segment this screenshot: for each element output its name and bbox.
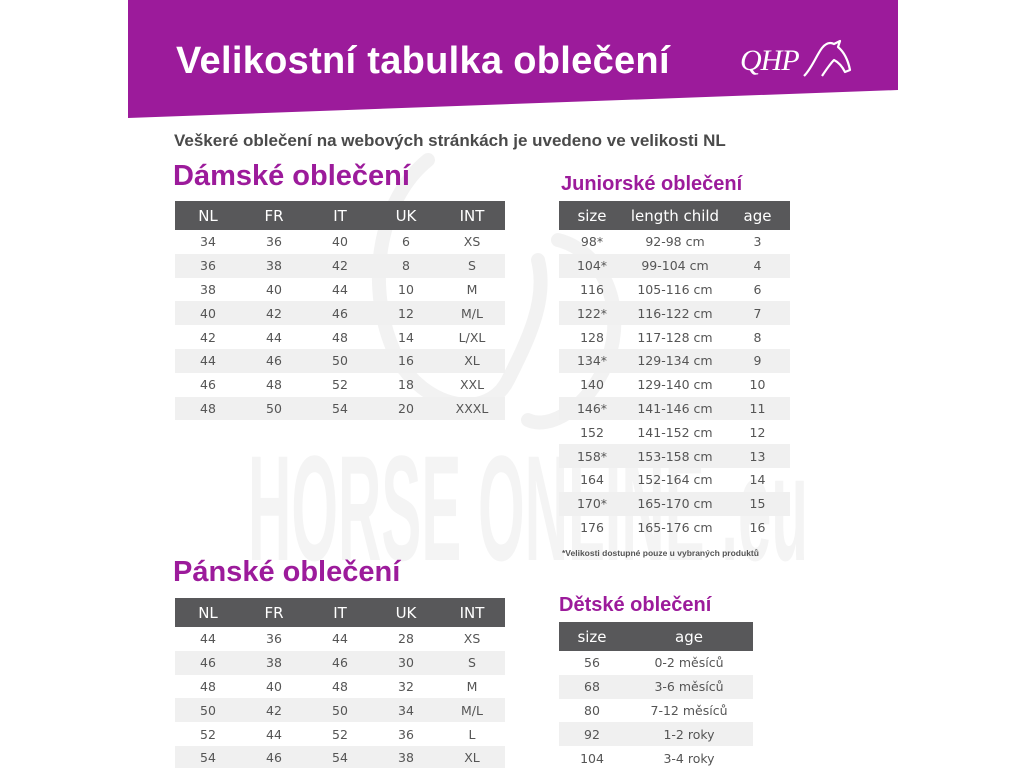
table-cell: 44 bbox=[332, 281, 348, 297]
table-row bbox=[559, 349, 790, 373]
junior-size-table bbox=[559, 201, 790, 539]
table-cell: 68 bbox=[559, 675, 625, 699]
table-cell: 152 bbox=[580, 424, 604, 440]
table-row bbox=[559, 468, 790, 492]
table-cell: 7 bbox=[725, 301, 790, 325]
table-cell: 1-2 roky bbox=[625, 722, 753, 746]
table-cell: 128 bbox=[580, 329, 604, 345]
table-cell: 48 bbox=[266, 377, 282, 393]
junior-section-title: Juniorské oblečení bbox=[561, 173, 743, 195]
table-cell: S bbox=[439, 254, 505, 278]
junior-column-header: size bbox=[559, 201, 625, 230]
table-cell: 36 bbox=[266, 631, 282, 647]
table-row bbox=[559, 325, 790, 349]
junior-column-header: age bbox=[725, 201, 790, 230]
table-cell: 38 bbox=[241, 651, 307, 675]
size-note-subtitle: Veškeré oblečení na webových stránkách je uvedeno ve velikosti NL bbox=[174, 131, 726, 150]
mens-column-header: NL bbox=[175, 598, 241, 627]
table-cell: 54 bbox=[175, 746, 241, 768]
table-cell: 140 bbox=[580, 377, 604, 393]
table-cell: 4 bbox=[725, 254, 790, 278]
page-title: Velikostní tabulka oblečení bbox=[176, 40, 670, 82]
table-cell: 38 bbox=[241, 254, 307, 278]
table-cell: 92-98 cm bbox=[645, 234, 705, 250]
table-cell: 38 bbox=[373, 746, 439, 768]
table-cell: 0-2 měsíců bbox=[654, 655, 724, 671]
table-cell: 44 bbox=[266, 726, 282, 742]
table-cell: 52 bbox=[332, 377, 348, 393]
table-row bbox=[175, 325, 505, 349]
table-row bbox=[175, 373, 505, 397]
table-row bbox=[559, 230, 790, 254]
table-cell: 15 bbox=[725, 492, 790, 516]
table-cell: XXL bbox=[459, 377, 485, 393]
table-cell: 170* bbox=[559, 492, 625, 516]
junior-header-row bbox=[559, 201, 790, 230]
kids-section-title: Dětské oblečení bbox=[559, 594, 712, 616]
table-cell: 10 bbox=[749, 377, 766, 393]
table-cell: 116 bbox=[580, 281, 604, 297]
table-cell: 9 bbox=[725, 349, 790, 373]
table-row bbox=[175, 397, 505, 421]
table-cell: XS bbox=[463, 234, 481, 250]
mens-column-header: FR bbox=[241, 598, 307, 627]
table-cell: 3 bbox=[753, 234, 762, 250]
table-cell: 54 bbox=[307, 397, 373, 421]
table-cell: 46 bbox=[307, 301, 373, 325]
table-cell: 52 bbox=[200, 726, 216, 742]
table-cell: 146* bbox=[559, 397, 625, 421]
table-cell: 50 bbox=[307, 349, 373, 373]
table-cell: 99-104 cm bbox=[625, 254, 725, 278]
table-cell: 36 bbox=[266, 234, 282, 250]
table-row bbox=[559, 444, 790, 468]
table-cell: 34 bbox=[373, 698, 439, 722]
table-row bbox=[559, 420, 790, 444]
table-cell: 44 bbox=[175, 349, 241, 373]
table-cell: 117-128 cm bbox=[637, 329, 713, 345]
table-row bbox=[559, 722, 753, 746]
table-cell: 48 bbox=[175, 397, 241, 421]
table-row bbox=[175, 278, 505, 302]
table-row bbox=[175, 254, 505, 278]
table-cell: 176 bbox=[580, 519, 604, 535]
junior-column-header: length child bbox=[625, 201, 725, 230]
table-row bbox=[559, 746, 753, 768]
table-cell: 105-116 cm bbox=[637, 281, 713, 297]
table-cell: 42 bbox=[307, 254, 373, 278]
table-cell: 92 bbox=[559, 722, 625, 746]
table-cell: L/XL bbox=[458, 329, 486, 345]
table-cell: 46 bbox=[241, 746, 307, 768]
table-cell: 42 bbox=[241, 698, 307, 722]
table-cell: 98* bbox=[580, 234, 604, 250]
womens-section-title: Dámské oblečení bbox=[173, 160, 410, 192]
table-cell: 8 bbox=[373, 254, 439, 278]
table-row bbox=[559, 397, 790, 421]
table-cell: 50 bbox=[307, 698, 373, 722]
table-cell: XS bbox=[463, 631, 481, 647]
table-cell: 11 bbox=[725, 397, 790, 421]
table-row bbox=[175, 301, 505, 325]
table-cell: 40 bbox=[332, 234, 348, 250]
table-cell: 14 bbox=[749, 472, 766, 488]
table-cell: 16 bbox=[749, 519, 766, 535]
table-cell: S bbox=[439, 651, 505, 675]
table-cell: 116-122 cm bbox=[625, 301, 725, 325]
table-row bbox=[559, 516, 790, 540]
header-banner bbox=[128, 0, 898, 118]
table-row bbox=[559, 699, 753, 723]
table-cell: 56 bbox=[584, 655, 600, 671]
mens-column-header: INT bbox=[439, 598, 505, 627]
womens-column-header: UK bbox=[373, 201, 439, 230]
womens-column-header: INT bbox=[439, 201, 505, 230]
watermark-text: HORSE ONLINE .eu bbox=[248, 424, 808, 592]
table-cell: 14 bbox=[398, 329, 414, 345]
womens-column-header: FR bbox=[241, 201, 307, 230]
table-cell: 48 bbox=[332, 329, 348, 345]
table-cell: 6 bbox=[753, 281, 762, 297]
kids-column-header: size bbox=[559, 622, 625, 651]
mens-section-title: Pánské oblečení bbox=[173, 556, 401, 588]
womens-column-header: NL bbox=[175, 201, 241, 230]
table-cell: XL bbox=[439, 349, 505, 373]
table-cell: 165-176 cm bbox=[637, 519, 713, 535]
table-row bbox=[175, 349, 505, 373]
table-row bbox=[559, 651, 753, 675]
qhp-logo bbox=[740, 38, 860, 88]
table-cell: 8 bbox=[753, 329, 762, 345]
table-cell: 153-158 cm bbox=[625, 444, 725, 468]
table-cell: 44 bbox=[332, 631, 348, 647]
table-cell: 129-134 cm bbox=[625, 349, 725, 373]
table-cell: 104* bbox=[559, 254, 625, 278]
table-cell: 129-140 cm bbox=[637, 377, 713, 393]
table-cell: 44 bbox=[200, 631, 216, 647]
mens-column-header: UK bbox=[373, 598, 439, 627]
table-cell: 50 bbox=[241, 397, 307, 421]
table-cell: 38 bbox=[200, 281, 216, 297]
mens-header-row bbox=[175, 598, 505, 627]
table-row bbox=[175, 651, 505, 675]
table-cell: 141-152 cm bbox=[637, 424, 713, 440]
table-cell: M bbox=[466, 678, 478, 694]
table-cell: 44 bbox=[266, 329, 282, 345]
table-cell: 12 bbox=[373, 301, 439, 325]
table-cell: L bbox=[468, 726, 476, 742]
table-cell: 16 bbox=[373, 349, 439, 373]
womens-header-row bbox=[175, 201, 505, 230]
womens-size-table bbox=[175, 201, 505, 420]
table-cell: 20 bbox=[373, 397, 439, 421]
table-cell: 36 bbox=[175, 254, 241, 278]
table-cell: M bbox=[466, 281, 478, 297]
table-row bbox=[559, 278, 790, 302]
table-cell: 122* bbox=[559, 301, 625, 325]
table-row bbox=[175, 230, 505, 254]
table-cell: 46 bbox=[200, 377, 216, 393]
table-row bbox=[175, 722, 505, 746]
table-cell: 36 bbox=[398, 726, 414, 742]
table-cell: 13 bbox=[725, 444, 790, 468]
table-row bbox=[175, 627, 505, 651]
table-cell: 3-6 měsíců bbox=[625, 675, 753, 699]
table-row bbox=[559, 675, 753, 699]
table-row bbox=[559, 492, 790, 516]
table-row bbox=[559, 254, 790, 278]
table-cell: 46 bbox=[175, 651, 241, 675]
table-cell: 18 bbox=[398, 377, 414, 393]
table-cell: 46 bbox=[307, 651, 373, 675]
table-row bbox=[559, 301, 790, 325]
table-cell: M/L bbox=[439, 301, 505, 325]
table-cell: 54 bbox=[307, 746, 373, 768]
table-cell: 7-12 měsíců bbox=[650, 702, 728, 718]
table-cell: 42 bbox=[200, 329, 216, 345]
table-cell: 28 bbox=[398, 631, 414, 647]
table-cell: XXXL bbox=[439, 397, 505, 421]
womens-column-header: IT bbox=[307, 201, 373, 230]
table-cell: 40 bbox=[266, 678, 282, 694]
kids-column-header: age bbox=[625, 622, 753, 651]
table-cell: 12 bbox=[749, 424, 766, 440]
table-cell: 40 bbox=[175, 301, 241, 325]
table-cell: 80 bbox=[584, 702, 600, 718]
table-cell: 52 bbox=[332, 726, 348, 742]
horse-head-icon bbox=[800, 38, 860, 83]
table-cell: 134* bbox=[559, 349, 625, 373]
table-cell: 165-170 cm bbox=[625, 492, 725, 516]
table-cell: 141-146 cm bbox=[625, 397, 725, 421]
table-row bbox=[175, 746, 505, 768]
table-cell: 164 bbox=[580, 472, 604, 488]
table-cell: 34 bbox=[200, 234, 216, 250]
table-cell: 158* bbox=[559, 444, 625, 468]
table-row bbox=[559, 373, 790, 397]
kids-size-table bbox=[559, 622, 753, 768]
table-cell: 48 bbox=[332, 678, 348, 694]
size-chart-page bbox=[128, 0, 898, 768]
table-cell: 40 bbox=[266, 281, 282, 297]
table-cell: 32 bbox=[398, 678, 414, 694]
table-cell: XL bbox=[439, 746, 505, 768]
logo-text: QHP bbox=[740, 44, 799, 77]
mens-size-table bbox=[175, 598, 505, 768]
table-row bbox=[175, 698, 505, 722]
table-cell: 6 bbox=[402, 234, 410, 250]
table-cell: M/L bbox=[439, 698, 505, 722]
table-cell: 48 bbox=[200, 678, 216, 694]
table-cell: 50 bbox=[175, 698, 241, 722]
table-cell: 3-4 roky bbox=[663, 750, 715, 766]
mens-column-header: IT bbox=[307, 598, 373, 627]
table-row bbox=[175, 675, 505, 699]
table-cell: 46 bbox=[241, 349, 307, 373]
table-cell: 30 bbox=[373, 651, 439, 675]
kids-header-row bbox=[559, 622, 753, 651]
table-cell: 10 bbox=[398, 281, 414, 297]
table-cell: 152-164 cm bbox=[637, 472, 713, 488]
table-cell: 104 bbox=[580, 750, 604, 766]
table-cell: 42 bbox=[241, 301, 307, 325]
junior-availability-note: *Velikosti dostupné pouze u vybraných produktů bbox=[562, 548, 759, 558]
